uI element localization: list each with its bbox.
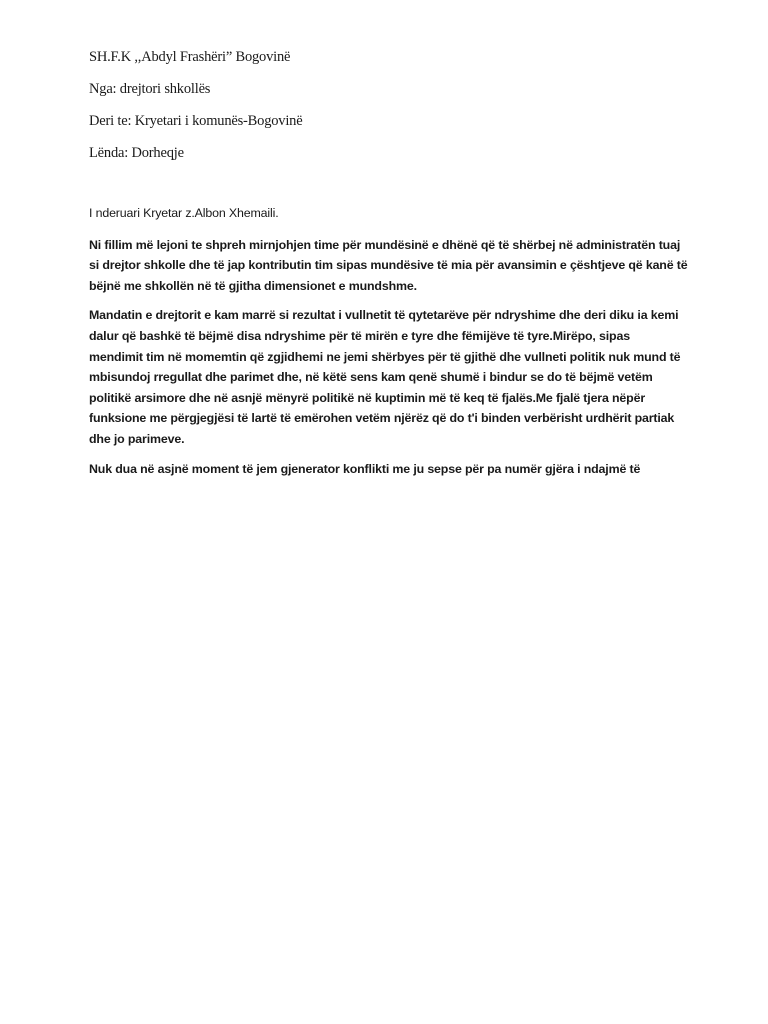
- paragraph-line: mendimit tim në momemtin që zgjidhemi ne jemi shërbyes për të gjithë dhe vullneti politik nuk mund të: [89, 349, 681, 364]
- paragraph-line: dalur që bashkë të bëjmë disa ndryshime për të mirën e tyre dhe fëmijëve të tyre.Mirëpo, sipas: [89, 328, 630, 343]
- paragraph-line: politikë arsimore dhe në asnjë mënyrë politikë në kuptimin më të keq të fjalës.Me fjalë tjera nëpër: [89, 390, 646, 405]
- paragraph-line: funksione me përgjegjësi të lartë të emërohen vetëm njërëz që do t'i binden verbërisht urdhërit partiak: [89, 411, 675, 426]
- paragraph-3: [89, 459, 717, 480]
- school-name: SH.F.K ,,Abdyl Frashëri” Bogovinë: [89, 49, 291, 65]
- letter-body: [89, 203, 717, 488]
- paragraph-2: [89, 305, 717, 449]
- paragraph-line: bëjnë me shkollën në të gjitha dimensionet e mundshme.: [89, 278, 417, 293]
- paragraph-line: mbisundoj rregullat dhe parimet dhe, në këtë sens kam qenë shumë i bindur se do të bëjmë vetëm: [89, 370, 653, 385]
- paragraph-line: Mandatin e drejtorit e kam marrë si rezultat i vullnetit të qytetarëve për ndryshime dhe deri diku ia kemi: [89, 308, 679, 323]
- sender-line: Nga: drejtori shkollës: [89, 81, 211, 97]
- subject-line: Lënda: Dorheqje: [89, 145, 184, 161]
- paragraph-line: dhe jo parimeve.: [89, 431, 185, 446]
- letter-header: [89, 44, 709, 172]
- paragraph-line: Ni fillim më lejoni te shpreh mirnjohjen time për mundësinë e dhënë që të shërbej në administratën tuaj: [89, 237, 681, 252]
- paragraph-line: si drejtor shkolle dhe të jap kontributin tim sipas mundësive të mia për avansimin e çështjeve që kanë të: [89, 258, 688, 273]
- recipient-line: Deri te: Kryetari i komunës-Bogovinë: [89, 113, 303, 129]
- paragraph-1: [89, 235, 717, 297]
- salutation: I nderuari Kryetar z.Albon Xhemaili.: [89, 206, 279, 220]
- paragraph-line: Nuk dua në asjnë moment të jem gjenerator konflikti me ju sepse për pa numër gjëra i ndajmë të: [89, 461, 641, 476]
